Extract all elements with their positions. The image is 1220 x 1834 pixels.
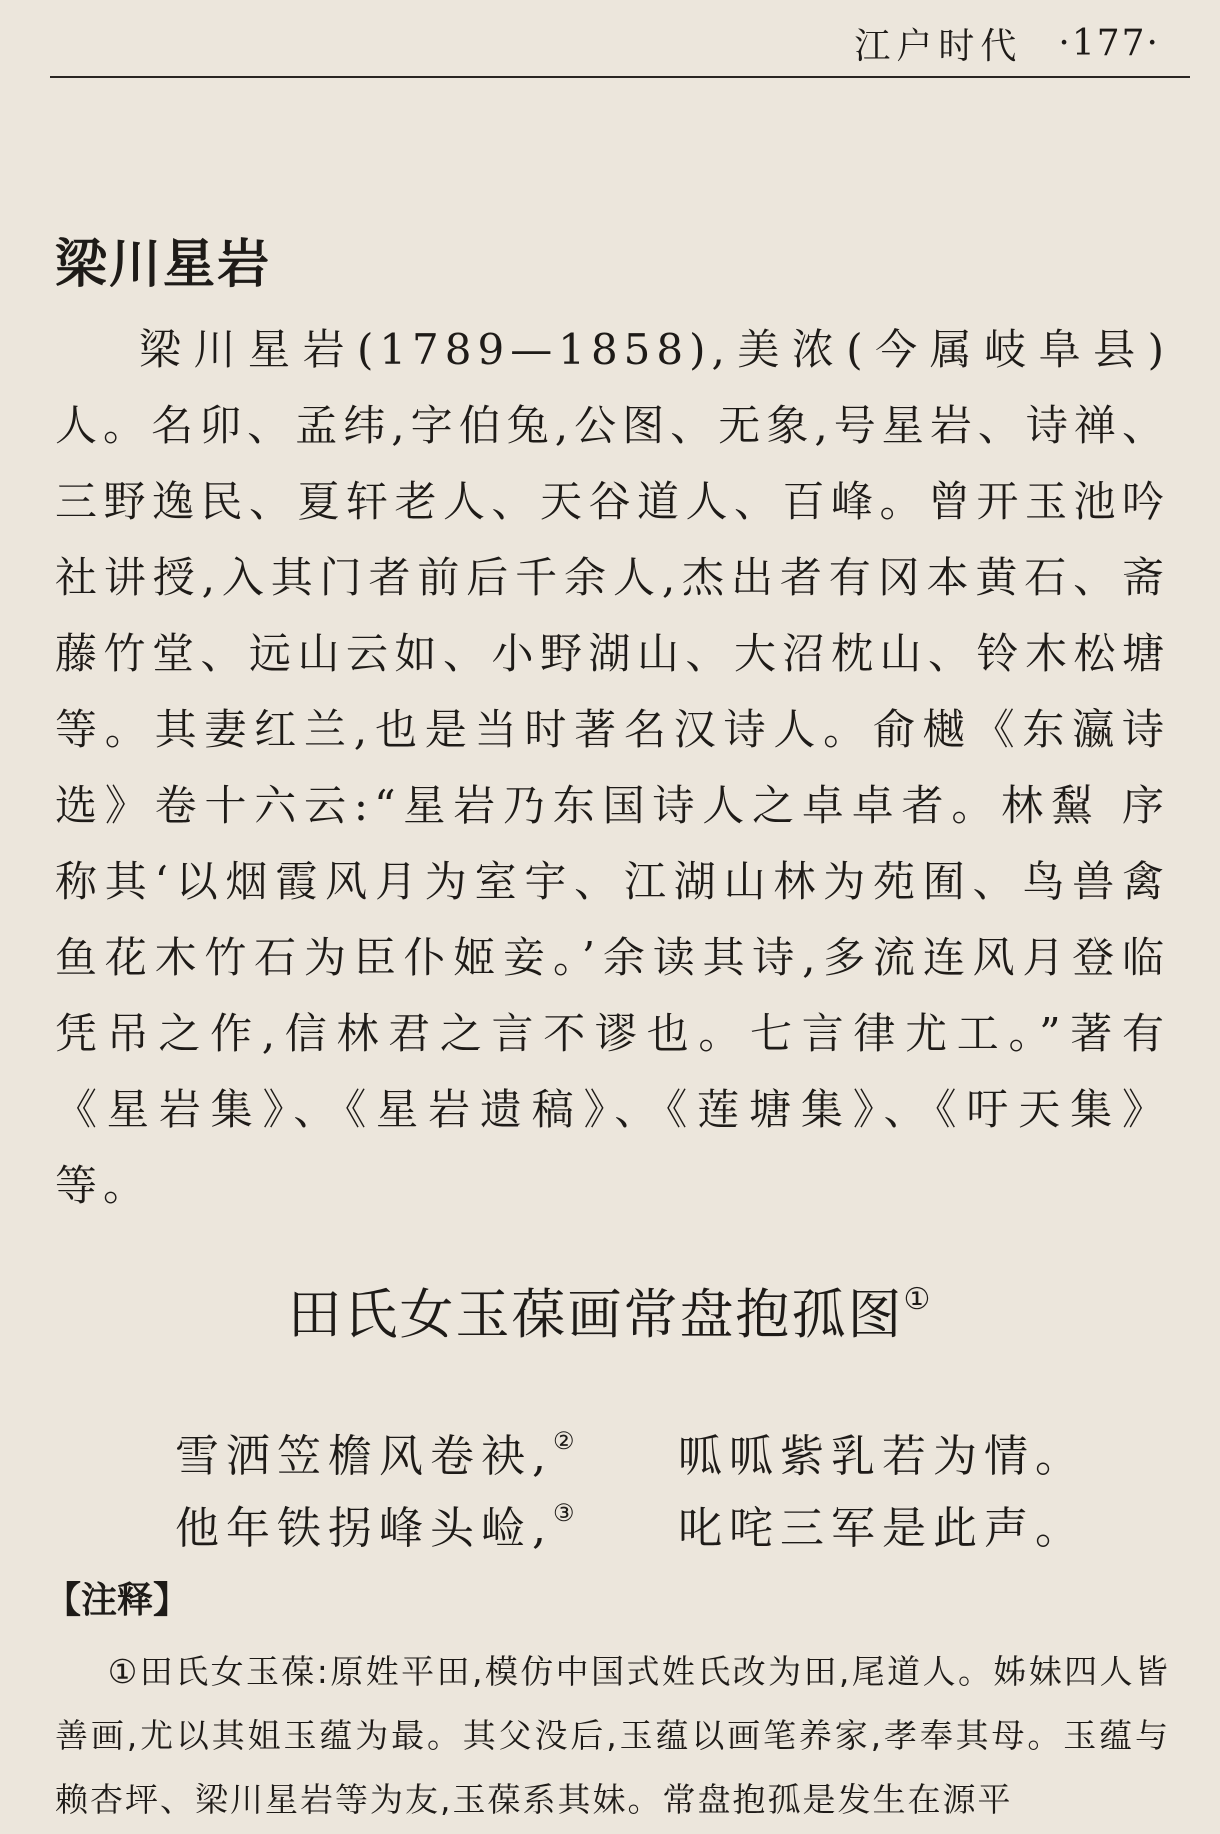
section-title: 梁川星岩: [55, 235, 272, 295]
poem-line-second-half: 呱呱紫乳若为情。: [678, 1431, 1086, 1482]
page-number: ·177·: [1058, 22, 1160, 64]
header-rule: [50, 76, 1190, 78]
poem-verse: 雪洒笠檐风卷袂,: [175, 1431, 553, 1482]
running-header: [640, 18, 1160, 68]
poem-verse: 他年铁拐峰头崄,: [175, 1503, 553, 1554]
chapter-title: 江户时代: [854, 25, 1023, 67]
poem-title: [0, 1272, 1220, 1349]
poem-line: [0, 1420, 1220, 1492]
notes-heading: 【注释】: [45, 1580, 190, 1621]
footnote-marker: ③: [553, 1499, 575, 1527]
poem-line-first-half: [175, 1492, 575, 1556]
biography-text: [55, 312, 1170, 1224]
footnote-marker: ②: [553, 1427, 575, 1455]
footnote-marker: ①: [903, 1282, 933, 1317]
poem-title-text: 田氏女玉葆画常盘抱孤图: [287, 1283, 904, 1346]
notes-text: [55, 1640, 1170, 1832]
poem-line-first-half: [175, 1420, 575, 1484]
poem-body: [0, 1420, 1220, 1564]
biography-paragraph: 梁川星岩(1789—1858),美浓(今属岐阜县)人。名卯、孟纬,字伯兔,公图、无象,号星岩、诗禅、三野逸民、夏轩老人、天谷道人、百峰。曾开玉池吟社讲授,入其门者前后千余人,杰出者有冈本黄石、斋藤竹堂、远山云如、小野湖山、大沼枕山、铃木松塘等。其妻红兰,也是当时著名汉诗人。俞樾《东瀛诗选》卷十六云:“星岩乃东国诗人之卓卓者。林䵩 序称其‘以烟霞风月为室宇、江湖山林为苑囿、鸟兽禽鱼花木竹石为臣仆姬妾。’余读其诗,多流连风月登临凭吊之作,信林君之言不谬也。七言律尤工。”著有《星岩集》、《星岩遗稿》、《莲塘集》、《吁天集》等。: [55, 325, 1170, 1210]
poem-line: [0, 1492, 1220, 1564]
poem-line-second-half: 叱咤三军是此声。: [678, 1503, 1086, 1554]
note-paragraph: ①田氏女玉葆:原姓平田,模仿中国式姓氏改为田,尾道人。姊妹四人皆善画,尤以其姐玉蕴为最。其父没后,玉蕴以画笔养家,孝奉其母。玉蕴与赖杏坪、梁川星岩等为友,玉葆系其妹。常盘抱孤是发生在源平: [55, 1652, 1170, 1819]
